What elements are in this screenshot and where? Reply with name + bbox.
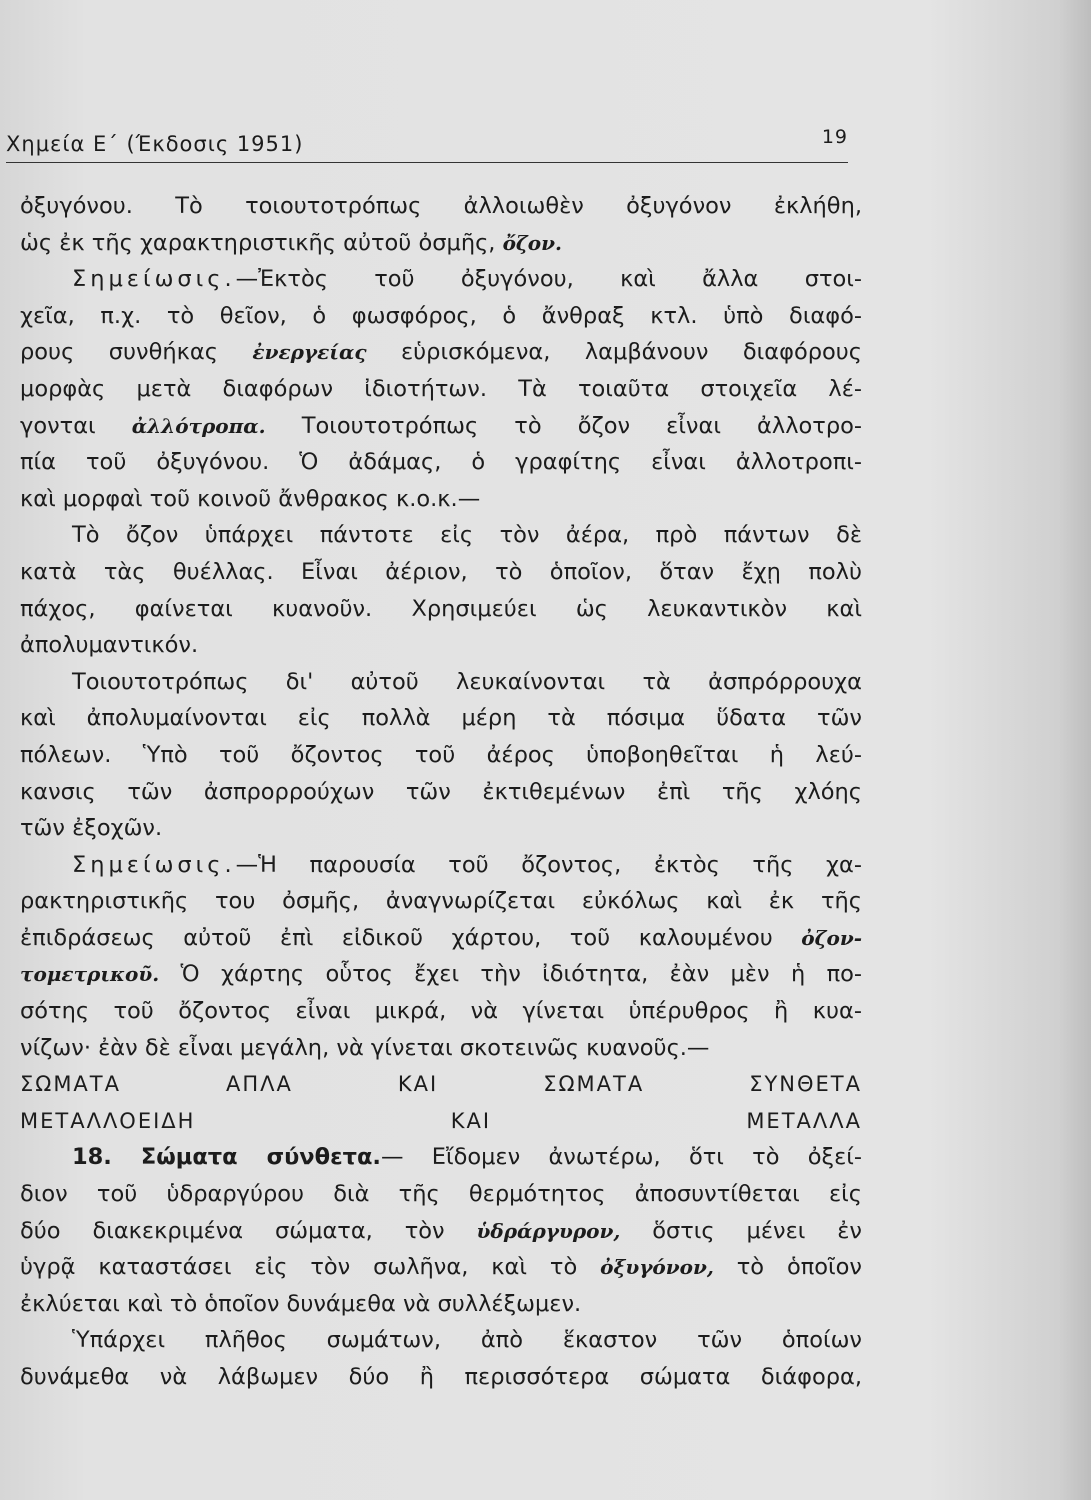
text-line: πάχος, φαίνεται κυανοῦν. Χρησιμεύει ὡς λευκαντικὸν καὶ xyxy=(20,595,862,622)
page-number: 19 xyxy=(821,126,848,148)
running-header xyxy=(6,122,848,163)
paragraph-compound-bodies xyxy=(20,1139,862,1322)
term-ozonometric-cont: τομετρικοῦ. xyxy=(20,962,160,987)
text-line: ἐπιδράσεως αὐτοῦ ἐπὶ εἰδικοῦ χάρτου, τοῦ καλουμένου ὀζον- xyxy=(20,924,862,951)
text-line: γονται ἀλλότροπα. Τοιουτοτρόπως τὸ ὄζον εἶναι ἀλλοτρο- xyxy=(20,412,862,439)
term-ozone: ὄζον. xyxy=(502,230,562,255)
section-heading: ΣΩΜΑΤΑ ΑΠΛΑ ΚΑΙ ΣΩΜΑΤΑ ΣΥΝΘΕΤΑ xyxy=(20,1072,862,1097)
term-allotropes: ἀλλότροπα. xyxy=(131,413,266,438)
text-line: δύο διακεκριμένα σώματα, τὸν ὑδράργυρον, ὅστις μένει ἐν xyxy=(20,1217,862,1244)
text-line: Σημείωσις.—Ἡ παρουσία τοῦ ὄζοντος, ἐκτὸς τῆς χα- xyxy=(72,851,862,878)
paragraph-note-allotropes xyxy=(20,261,862,517)
term-ozonometric: ὀζον- xyxy=(801,925,862,950)
text-line: πία τοῦ ὀξυγόνου. Ὁ ἀδάμας, ὁ γραφίτης εἶναι ἀλλοτροπι- xyxy=(20,449,862,476)
text-line: Σημείωσις.—Ἐκτὸς τοῦ ὀξυγόνου, καὶ ἄλλα στοι- xyxy=(72,266,862,293)
term-mercury: ὑδράργυρον, xyxy=(476,1218,621,1243)
text-line: διον τοῦ ὑδραργύρου διὰ τῆς θερμότητος ἀποσυντίθεται εἰς xyxy=(20,1181,862,1208)
text-line: μορφὰς μετὰ διαφόρων ἰδιοτήτων. Τὰ τοιαῦτα στοιχεῖα λέ- xyxy=(20,375,862,402)
text-line: ρους συνθήκας ἐνεργείας εὑρισκόμενα, λαμβάνουν διαφόρους xyxy=(20,339,863,366)
text-line: 18. Σώματα σύνθετα.— Εἴδομεν ἀνωτέρω, ὅτι τὸ ὀξεί- xyxy=(72,1144,862,1171)
text-line: σότης τοῦ ὄζοντος εἶναι μικρά, νὰ γίνεται ὑπέρυθρος ἢ κυα- xyxy=(20,998,862,1025)
paragraph-ozone-air xyxy=(20,517,862,663)
paragraph-many-bodies xyxy=(20,1322,862,1395)
text-line: δυνάμεθα νὰ λάβωμεν δύο ἢ περισσότερα σώματα διάφορα, xyxy=(20,1364,862,1390)
text-line: τῶν ἐξοχῶν. xyxy=(20,815,163,842)
text-line: καὶ ἀπολυμαίνονται εἰς πολλὰ μέρη τὰ πόσιμα ὕδατα τῶν xyxy=(20,705,862,732)
text-line: ὡς ἐκ τῆς χαρακτηριστικῆς αὐτοῦ ὀσμῆς, ὄζον. xyxy=(20,229,562,256)
text-line: κανσις τῶν ἀσπρορρούχων τῶν ἐκτιθεμένων ἐπὶ τῆς χλόης xyxy=(20,778,862,805)
paragraph-note-ozonometric xyxy=(20,847,862,1067)
text-line: νίζων· ἐὰν δὲ εἶναι μεγάλη, νὰ γίνεται σκοτεινῶς κυανοῦς.— xyxy=(20,1034,710,1061)
text-line: ὀξυγόνου. Τὸ τοιουτοτρόπως ἀλλοιωθὲν ὀξυγόνον ἐκλήθη, xyxy=(20,193,862,219)
text-line: Ὑπάρχει πλῆθος σωμάτων, ἀπὸ ἕκαστον τῶν ὁποίων xyxy=(72,1327,862,1354)
term-energy: ἐνεργείας xyxy=(252,340,367,365)
note-label: Σημείωσις. xyxy=(72,266,236,293)
text-line: ρακτηριστικῆς του ὀσμῆς, ἀναγνωρίζεται εὐκόλως καὶ ἐκ τῆς xyxy=(20,888,862,915)
body-text xyxy=(20,188,862,1396)
text-line: κατὰ τὰς θυέλλας. Εἶναι ἀέριον, τὸ ὁποῖον, ὅταν ἔχῃ πολὺ xyxy=(20,558,862,585)
paragraph-bleaching xyxy=(20,664,862,847)
text-line: πόλεων. Ὑπὸ τοῦ ὄζοντος τοῦ ἀέρος ὑποβοηθεῖται ἡ λεύ- xyxy=(20,741,862,768)
note-label: Σημείωσις. xyxy=(72,851,236,878)
text-line: ὑγρᾷ καταστάσει εἰς τὸν σωλῆνα, καὶ τὸ ὀξυγόνον, τὸ ὁποῖον xyxy=(20,1254,862,1281)
paragraph-ozone-origin xyxy=(20,188,862,261)
header-title: Χημεία Ε΄ (Έκδοσις 1951) xyxy=(6,132,304,156)
text-line: ἀπολυμαντικόν. xyxy=(20,632,199,659)
text-line: ἐκλύεται καὶ τὸ ὁποῖον δυνάμεθα νὰ συλλέξωμεν. xyxy=(20,1290,582,1317)
text-line: καὶ μορφαὶ τοῦ κοινοῦ ἄνθρακος κ.ο.κ.— xyxy=(20,485,481,512)
text-line: Τὸ ὄζον ὑπάρχει πάντοτε εἰς τὸν ἀέρα, πρὸ πάντων δὲ xyxy=(72,522,862,549)
text-line: Τοιουτοτρόπως δι' αὐτοῦ λευκαίνονται τὰ ἀσπρόρρουχα xyxy=(72,668,862,695)
text-line: χεῖα, π.χ. τὸ θεῖον, ὁ φωσφόρος, ὁ ἄνθραξ κτλ. ὑπὸ διαφό- xyxy=(20,302,862,329)
section-subheading: ΜΕΤΑΛΛΟΕΙΔΗ ΚΑΙ ΜΕΤΑΛΛΑ xyxy=(20,1108,862,1133)
section-title-18: 18. Σώματα σύνθετα. xyxy=(72,1144,381,1171)
text-line: τομετρικοῦ. Ὁ χάρτης οὗτος ἔχει τὴν ἰδιότητα, ἐὰν μὲν ἡ πο- xyxy=(20,961,862,988)
term-oxygen: ὀξυγόνον, xyxy=(600,1255,714,1280)
